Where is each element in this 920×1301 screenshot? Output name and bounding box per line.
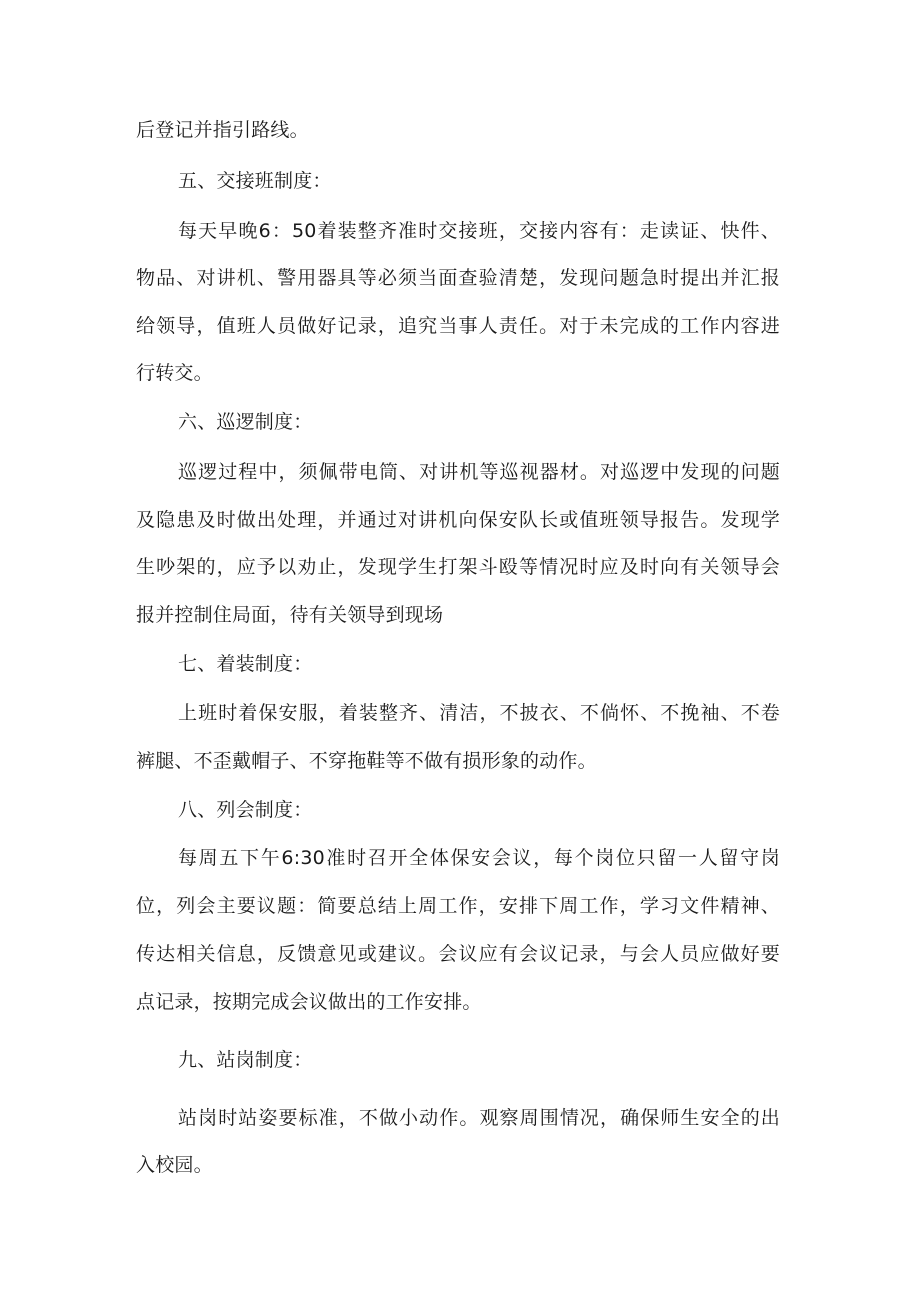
paragraph-line: 站岗时站姿要标准，不做小动作。观察周围情况，确保师生安全的出 [178,1107,780,1129]
paragraph-line: 及隐患及时做出处理，并通过对讲机向保安队长或值班领导报告。发现学 [136,509,780,531]
paragraph-line: 每周五下午6:30准时召开全体保安会议，每个岗位只留一人留守岗 [178,847,780,869]
paragraph-line: 巡逻过程中，须佩带电筒、对讲机等巡视器材。对巡逻中发现的问题 [178,461,780,483]
paragraph-line: 后登记并指引路线。 [136,119,309,141]
paragraph-line: 每天早晚6：50着装整齐准时交接班，交接内容有：走读证、快件、 [178,220,780,242]
section-heading-patrol: 六、巡逻制度： [178,411,313,433]
paragraph-line: 入校园。 [136,1154,213,1176]
section-heading-meeting: 八、列会制度： [178,799,313,821]
paragraph-line: 生吵架的，应予以劝止，发现学生打架斗殴等情况时应及时向有关领导会 [136,556,780,578]
paragraph-line: 点记录，按期完成会议做出的工作安排。 [136,991,482,1013]
section-heading-handover: 五、交接班制度： [178,170,332,192]
section-heading-uniform: 七、着装制度： [178,653,313,675]
paragraph-line: 报并控制住局面，待有关领导到现场 [136,604,444,626]
paragraph-line: 位，列会主要议题：简要总结上周工作，安排下周工作，学习文件精神、 [136,895,780,917]
paragraph-line: 裤腿、不歪戴帽子、不穿拖鞋等不做有损形象的动作。 [136,750,597,772]
paragraph-line: 行转交。 [136,362,213,384]
paragraph-line: 给领导，值班人员做好记录，追究当事人责任。对于未完成的工作内容进 [136,315,780,337]
paragraph-line: 物品、对讲机、警用器具等必须当面查验清楚，发现问题急时提出并汇报 [136,267,780,289]
paragraph-line: 上班时着保安服，着装整齐、清洁，不披衣、不倘怀、不挽袖、不卷 [178,702,780,724]
paragraph-line: 传达相关信息，反馈意见或建议。会议应有会议记录，与会人员应做好要 [136,943,780,965]
section-heading-post: 九、站岗制度： [178,1049,313,1071]
